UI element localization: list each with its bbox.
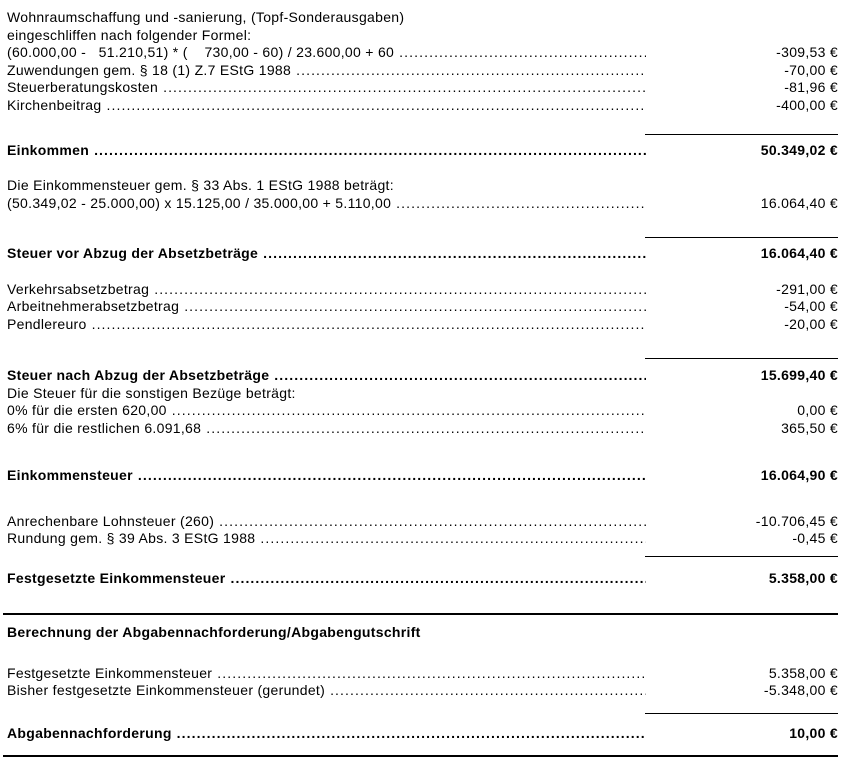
dotted-leader bbox=[214, 513, 646, 531]
sum-rule bbox=[645, 237, 838, 238]
row-label: Steuer vor Abzug der Absetzbeträge bbox=[7, 245, 259, 261]
row-amount: 15.699,40 € bbox=[760, 367, 838, 383]
sum-rule bbox=[645, 713, 838, 714]
spacer bbox=[7, 160, 838, 178]
row-bisher-festgesetzte bbox=[7, 682, 838, 700]
dotted-leader bbox=[258, 245, 646, 263]
total-einkommen bbox=[7, 142, 838, 160]
dotted-leader bbox=[255, 530, 646, 548]
row-arbeitnehmerabsetzbetrag bbox=[7, 298, 838, 316]
dotted-leader bbox=[167, 402, 646, 420]
row-pendlereuro bbox=[7, 316, 838, 334]
row-label: Anrechenbare Lohnsteuer (260) bbox=[7, 512, 215, 529]
row-label: Pendlereuro bbox=[7, 315, 87, 332]
row-anrechenbare-lohnsteuer bbox=[7, 513, 838, 531]
intro-text: Die Steuer für die sonstigen Bezüge beträgt: bbox=[7, 384, 296, 401]
row-label: Verkehrsabsetzbetrag bbox=[7, 280, 150, 297]
line-tarif-intro bbox=[7, 177, 838, 195]
row-amount: -10.706,45 € bbox=[755, 512, 838, 529]
row-amount: 10,00 € bbox=[789, 724, 838, 741]
row-amount: 16.064,90 € bbox=[760, 467, 838, 483]
row-amount: 16.064,40 € bbox=[760, 245, 838, 261]
row-amount: 5.358,00 € bbox=[768, 664, 838, 681]
row-tarif-formel bbox=[7, 195, 838, 213]
dotted-leader bbox=[101, 97, 646, 115]
sum-rule bbox=[645, 134, 838, 135]
dotted-leader bbox=[179, 298, 646, 316]
row-amount: -81,96 € bbox=[784, 79, 838, 95]
row-label: Arbeitnehmerabsetzbetrag bbox=[7, 298, 180, 314]
dotted-leader bbox=[158, 79, 646, 97]
row-sonstige-6-prozent bbox=[7, 420, 838, 438]
dotted-leader bbox=[172, 725, 646, 743]
total-einkommensteuer bbox=[7, 467, 838, 485]
row-amount: 0,00 € bbox=[797, 402, 838, 418]
row-label: Zuwendungen gem. § 18 (1) Z.7 EStG 1988 bbox=[7, 61, 292, 78]
dotted-leader bbox=[269, 367, 646, 385]
section-rule bbox=[3, 613, 838, 615]
row-amount: -400,00 € bbox=[776, 96, 838, 113]
row-label: (60.000,00 - 51.210,51) * ( 730,00 - 60) / 23.600,00 + 60 bbox=[7, 44, 395, 60]
total-abgabennachforderung bbox=[7, 725, 838, 743]
row-amount: -0,45 € bbox=[792, 530, 838, 546]
row-label: Rundung gem. § 39 Abs. 3 EStG 1988 bbox=[7, 530, 256, 546]
row-amount: -20,00 € bbox=[784, 315, 838, 332]
dotted-leader bbox=[391, 195, 646, 213]
row-sonstige-0-prozent bbox=[7, 402, 838, 420]
section-heading-abgabennachforderung bbox=[7, 624, 838, 642]
intro-line-1 bbox=[7, 9, 838, 27]
row-amount: 5.358,00 € bbox=[768, 569, 838, 586]
intro-text: Die Einkommensteuer gem. § 33 Abs. 1 EStG 1988 beträgt: bbox=[7, 177, 394, 193]
row-label: Steuerberatungskosten bbox=[7, 79, 159, 95]
total-festgesetzte-einkommensteuer bbox=[7, 570, 838, 588]
row-verkehrsabsetzbetrag bbox=[7, 281, 838, 299]
dotted-leader bbox=[89, 142, 646, 160]
row-amount: -70,00 € bbox=[784, 61, 838, 78]
row-label: Bisher festgesetzte Einkommensteuer (gerundet) bbox=[7, 682, 326, 698]
dotted-leader bbox=[291, 62, 646, 80]
row-amount: -309,53 € bbox=[776, 44, 838, 60]
row-label: 0% für die ersten 620,00 bbox=[7, 402, 167, 418]
sum-rule bbox=[645, 556, 838, 557]
row-amount: 365,50 € bbox=[781, 419, 838, 436]
row-festgesetzte-einkommensteuer bbox=[7, 665, 838, 683]
sum-rule bbox=[645, 358, 838, 359]
total-steuer-vor-abzug bbox=[7, 245, 838, 263]
dotted-leader bbox=[133, 467, 646, 485]
row-topf-sonderausgaben-formel bbox=[7, 44, 838, 62]
intro-text-1: Wohnraumschaffung und -sanierung, (Topf-Sonderausgaben) bbox=[7, 9, 405, 25]
line-sonstige-intro bbox=[7, 385, 838, 403]
dotted-leader bbox=[325, 682, 646, 700]
intro-text-2: eingeschliffen nach folgender Formel: bbox=[7, 26, 252, 43]
row-amount: 50.349,02 € bbox=[760, 142, 838, 158]
row-label: Kirchenbeitrag bbox=[7, 96, 102, 113]
row-amount: -291,00 € bbox=[776, 280, 838, 297]
row-label: Steuer nach Abzug der Absetzbeträge bbox=[7, 367, 270, 383]
row-steuerberatungskosten bbox=[7, 79, 838, 97]
row-label: Einkommen bbox=[7, 142, 90, 158]
section-heading-text: Berechnung der Abgabennachforderung/Abgabengutschrift bbox=[7, 624, 421, 640]
bottom-rule bbox=[3, 755, 838, 757]
dotted-leader bbox=[394, 44, 646, 62]
row-amount: 16.064,40 € bbox=[760, 194, 838, 211]
row-label: Festgesetzte Einkommensteuer bbox=[7, 664, 213, 681]
dotted-leader bbox=[201, 420, 646, 438]
row-rundung bbox=[7, 530, 838, 548]
total-steuer-nach-abzug bbox=[7, 367, 838, 385]
row-label: Einkommensteuer bbox=[7, 467, 133, 483]
row-label: 6% für die restlichen 6.091,68 bbox=[7, 419, 202, 436]
dotted-leader bbox=[149, 281, 646, 299]
row-zuwendungen bbox=[7, 62, 838, 80]
row-label: Festgesetzte Einkommensteuer bbox=[7, 569, 226, 586]
dotted-leader bbox=[87, 316, 646, 334]
row-amount: -5.348,00 € bbox=[763, 682, 838, 698]
row-kirchenbeitrag bbox=[7, 97, 838, 115]
row-label: Abgabennachforderung bbox=[7, 724, 172, 741]
row-label: (50.349,02 - 25.000,00) x 15.125,00 / 35.000,00 + 5.110,00 bbox=[7, 194, 392, 211]
dotted-leader bbox=[212, 665, 646, 683]
intro-line-2 bbox=[7, 27, 838, 45]
dotted-leader bbox=[225, 570, 646, 588]
row-amount: -54,00 € bbox=[784, 298, 838, 314]
